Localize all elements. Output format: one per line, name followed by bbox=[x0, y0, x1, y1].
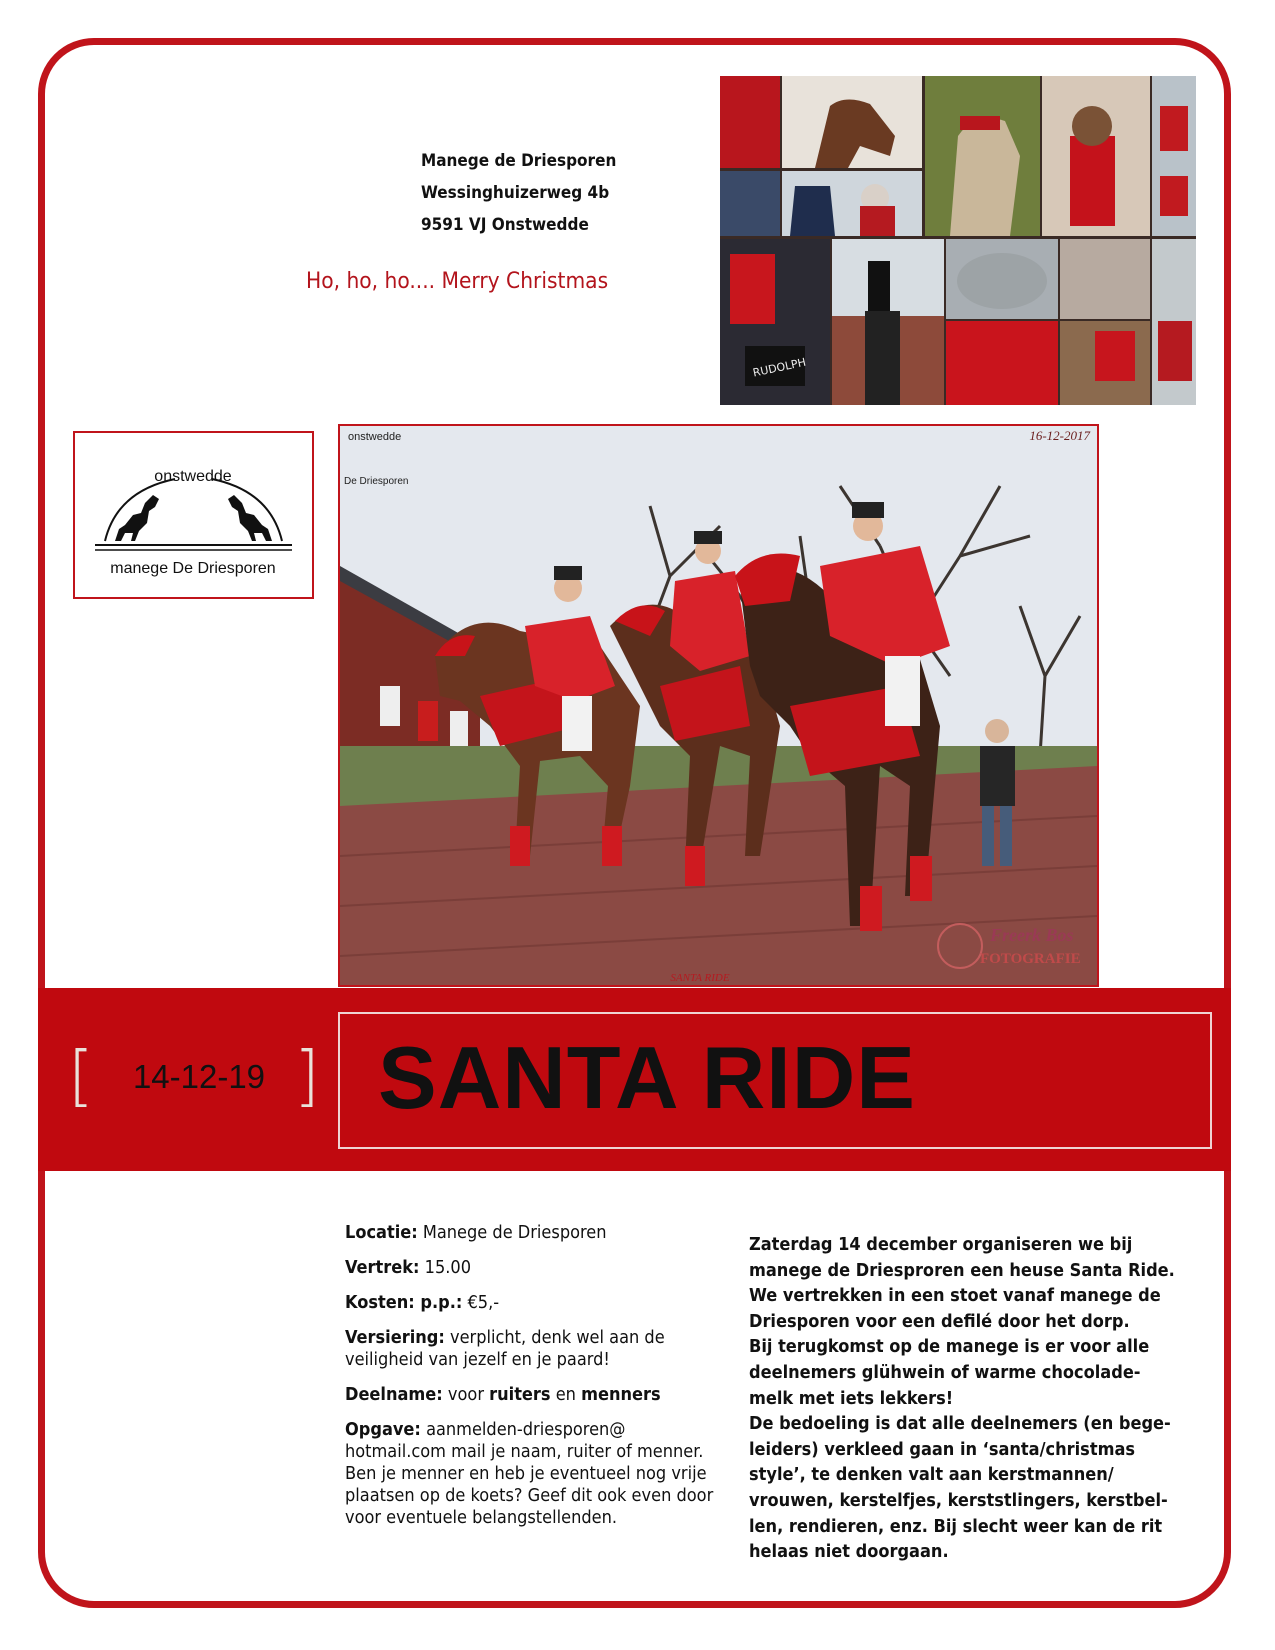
description-line: We vertrekken in een stoet vanaf manege de bbox=[749, 1285, 1161, 1307]
address-street: Wessinghuizerweg 4b bbox=[421, 183, 610, 203]
logo-bottom-text: manege De Driesporen bbox=[110, 560, 276, 577]
logo-image bbox=[75, 433, 312, 597]
santa-ride-photo bbox=[338, 424, 1099, 987]
description-line: deelnemers glühwein of warme chocolade- bbox=[749, 1361, 1141, 1383]
signup-label: Opgave: bbox=[345, 1419, 421, 1440]
bracket-right: ] bbox=[294, 1037, 320, 1114]
decoration-label: Versiering: bbox=[345, 1327, 445, 1348]
detail-departure bbox=[345, 1257, 720, 1279]
detail-location bbox=[345, 1222, 720, 1244]
description-line: len, rendieren, enz. Bij slecht weer kan de rit bbox=[749, 1515, 1163, 1537]
description-line: Bij terugkomst op de manege is er voor alle bbox=[749, 1336, 1150, 1358]
event-date: 14-12-19 bbox=[132, 1058, 266, 1095]
horse-right-icon bbox=[228, 495, 272, 541]
departure-label: Vertrek: bbox=[345, 1257, 420, 1278]
photo-collage bbox=[720, 76, 1196, 405]
logo-top-text: onstwedde bbox=[154, 468, 232, 485]
participation-label: Deelname: bbox=[345, 1384, 443, 1405]
photo-watermark-top: onstwedde bbox=[348, 431, 402, 443]
address-block bbox=[421, 145, 616, 241]
collage-rudolph-sign: RUDOLPH bbox=[751, 355, 808, 380]
participation-drivers: menners bbox=[581, 1384, 661, 1405]
collage-image bbox=[720, 76, 1196, 405]
description-line: style’, te denken valt aan kerstmannen/ bbox=[749, 1464, 1114, 1486]
greeting-text: Ho, ho, ho.... Merry Christmas bbox=[306, 268, 609, 294]
description-line: De bedoeling is dat alle deelnemers (en bege- bbox=[749, 1413, 1171, 1435]
photo-credit-sub: FOTOGRAFIE bbox=[980, 951, 1081, 967]
santa-ride-image bbox=[340, 426, 1097, 985]
address-city: 9591 VJ Onstwedde bbox=[421, 215, 589, 235]
description-line: leiders) verkleed gaan in ‘santa/christmas bbox=[749, 1438, 1136, 1460]
detail-signup bbox=[345, 1419, 720, 1529]
participation-and: en bbox=[555, 1384, 576, 1405]
logo bbox=[73, 431, 314, 599]
location-value: Manege de Driesporen bbox=[422, 1222, 607, 1243]
description-line: melk met iets lekkers! bbox=[749, 1387, 954, 1409]
event-details bbox=[345, 1222, 720, 1542]
photo-watermark-name: De Driesporen bbox=[344, 476, 409, 487]
signup-value: aanmelden-driesporen@ hotmail.com mail je naam, ruiter of menner. Ben je menner en heb je eventueel nog vrije plaatsen op de koets? Geef dit ook even door voor eventuele belangstellenden. bbox=[345, 1419, 714, 1528]
departure-value: 15.00 bbox=[424, 1257, 472, 1278]
detail-decoration bbox=[345, 1327, 720, 1371]
cost-value: €5,- bbox=[467, 1292, 500, 1313]
participation-pre: voor bbox=[447, 1384, 484, 1405]
description-line: Zaterdag 14 december organiseren we bij bbox=[749, 1234, 1133, 1255]
event-description bbox=[749, 1232, 1219, 1565]
description-line: Driesporen voor een defilé door het dorp. bbox=[749, 1310, 1130, 1332]
photo-credit-name: Freerk Bos bbox=[990, 925, 1074, 945]
description-line: vrouwen, kerstelfjes, kerststlingers, kerstbel- bbox=[749, 1489, 1168, 1511]
photo-date-stamp: 16-12-2017 bbox=[1029, 428, 1090, 443]
description-line: helaas niet doorgaan. bbox=[749, 1541, 949, 1563]
decoration-value: verplicht, denk wel aan de veiligheid van jezelf en je paard! bbox=[345, 1327, 665, 1370]
detail-cost bbox=[345, 1292, 720, 1314]
bracket-left: [ bbox=[68, 1037, 94, 1114]
detail-participation bbox=[345, 1384, 720, 1406]
photo-caption: SANTA RIDE bbox=[670, 972, 730, 984]
address-name: Manege de Driesporen bbox=[421, 151, 617, 171]
event-title-box bbox=[338, 1012, 1212, 1149]
event-title: SANTA RIDE bbox=[378, 1028, 916, 1127]
horse-left-icon bbox=[115, 495, 159, 541]
event-date-block bbox=[68, 1037, 320, 1120]
description-line: manege de Driesproren een heuse Santa Ride. bbox=[749, 1259, 1175, 1281]
location-label: Locatie: bbox=[345, 1222, 418, 1243]
participation-riders: ruiters bbox=[489, 1384, 551, 1405]
cost-label: Kosten: p.p.: bbox=[345, 1292, 463, 1313]
